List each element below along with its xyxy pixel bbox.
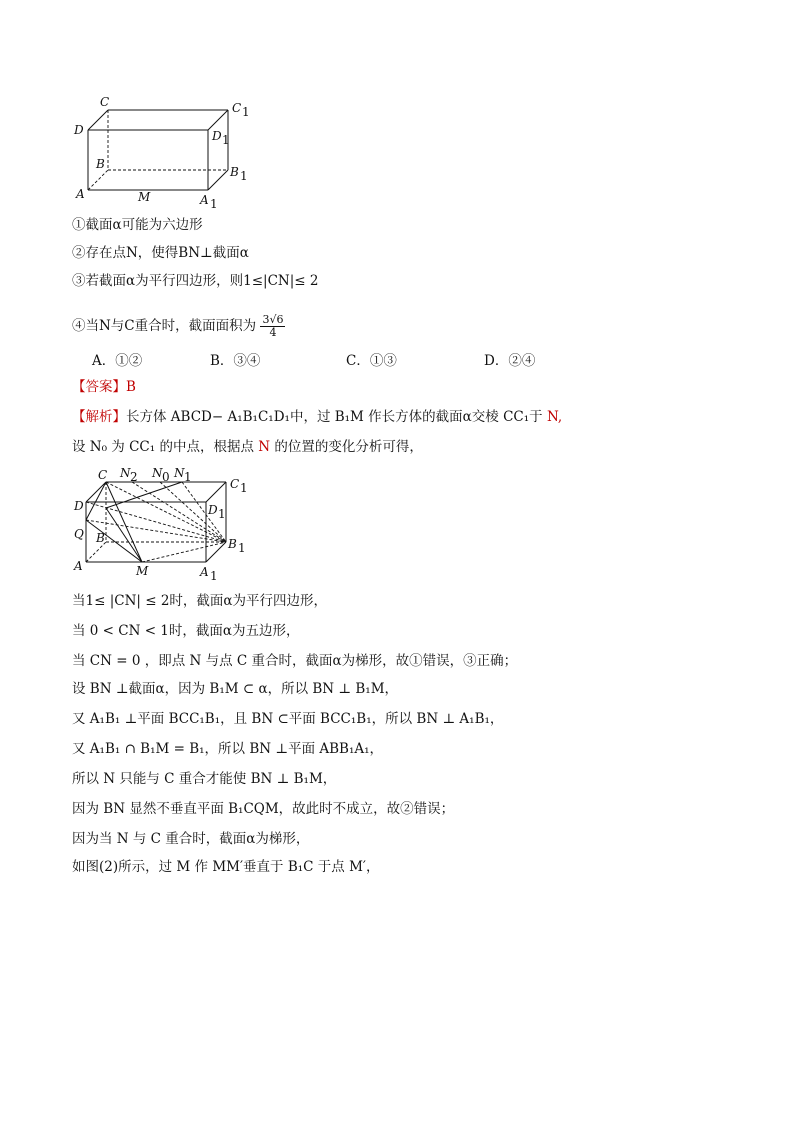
- label-D1: D: [212, 129, 222, 143]
- statement-2: ②存在点N，使得BN⊥截面α: [72, 245, 249, 261]
- label-B1: B: [228, 537, 237, 551]
- options-row: [92, 352, 535, 370]
- svg-text:1: 1: [240, 481, 248, 495]
- label-N1: N: [174, 466, 185, 480]
- svg-text:1: 1: [210, 569, 218, 582]
- analysis-p8: 因为 BN 显然不垂直平面 B₁CQM，故此时不成立，故②错误；: [72, 801, 455, 817]
- analysis-p6: 又 A₁B₁ ∩ B₁M = B₁，所以 BN ⊥平面 ABB₁A₁，: [72, 741, 384, 757]
- label-C1: C: [230, 477, 240, 491]
- analysis-p9: 因为当 N 与 C 重合时，截面α为梯形，: [72, 831, 310, 847]
- svg-text:1: 1: [238, 541, 246, 555]
- svg-text:1: 1: [210, 197, 218, 211]
- label-D1: D: [208, 503, 218, 517]
- analysis-p2: 当 0 < CN < 1时，截面α为五边形，: [72, 623, 300, 639]
- label-C: C: [98, 468, 108, 482]
- label-D: D: [74, 499, 84, 513]
- analysis-p5: 又 A₁B₁ ⊥平面 BCC₁B₁，且 BN ⊂平面 BCC₁B₁，所以 BN ⊥ A₁B₁，: [72, 711, 504, 727]
- analysis-p1: 当1≤ |CN| ≤ 2时，截面α为平行四边形，: [72, 593, 328, 609]
- svg-text:1: 1: [222, 133, 230, 147]
- label-A: A: [74, 559, 83, 573]
- label-A: A: [76, 187, 85, 201]
- statement-1: ①截面α可能为六边形: [72, 217, 203, 233]
- label-N2: N: [120, 466, 131, 480]
- label-N0: N: [152, 466, 163, 480]
- label-C1: C: [232, 101, 242, 115]
- option-a: A．①②: [92, 353, 143, 369]
- label-M: M: [138, 190, 151, 204]
- analysis-p4: 设 BN ⊥截面α，因为 B₁M ⊂ α，所以 BN ⊥ B₁M，: [72, 681, 399, 697]
- analysis-p7: 所以 N 只能与 C 重合才能使 BN ⊥ B₁M，: [72, 771, 337, 787]
- label-A1: A: [200, 193, 209, 207]
- label-A1: A: [200, 565, 209, 579]
- svg-text:1: 1: [242, 105, 250, 119]
- analysis-p10: 如图(2)所示，过 M 作 MM′垂直于 B₁C 于点 M′，: [72, 859, 380, 875]
- fraction: $\frac{3√6}{4}$: [262, 313, 284, 339]
- label-C: C: [100, 96, 110, 109]
- label-M: M: [136, 564, 149, 578]
- svg-text:1: 1: [184, 470, 192, 484]
- option-d: D．②④: [484, 353, 536, 369]
- figure-cuboid-2: [72, 462, 252, 582]
- label-Q: Q: [74, 527, 84, 541]
- svg-text:1: 1: [240, 169, 248, 183]
- answer: 【答案】B: [72, 379, 136, 395]
- label-B: B: [96, 531, 105, 545]
- option-b: B．③④: [210, 353, 261, 369]
- statement-3: ③若截面α为平行四边形，则1≤|CN|≤ 2: [72, 273, 319, 289]
- analysis-line-1: 【解析】长方体 ABCD− A₁B₁C₁D₁中，过 B₁M 作长方体的截面α交棱 CC₁于 N,: [72, 409, 563, 425]
- label-B: B: [96, 157, 105, 171]
- option-c: C．①③: [346, 353, 397, 369]
- analysis-p3: 当 CN = 0 ，即点 N 与点 C 重合时，截面α为梯形，故①错误，③正确；: [72, 653, 518, 669]
- label-B1: B: [230, 165, 239, 179]
- svg-text:2: 2: [130, 470, 138, 484]
- svg-text:1: 1: [218, 507, 226, 521]
- statement-4: ④当N与C重合时，截面面积为 $\frac{3√6}{4}$: [72, 313, 284, 339]
- analysis-line-2: 设 N₀ 为 CC₁ 的中点，根据点 N 的位置的变化分析可得，: [72, 439, 423, 455]
- svg-text:0: 0: [162, 470, 170, 484]
- figure-cuboid-1: [72, 96, 252, 211]
- label-D: D: [74, 123, 84, 137]
